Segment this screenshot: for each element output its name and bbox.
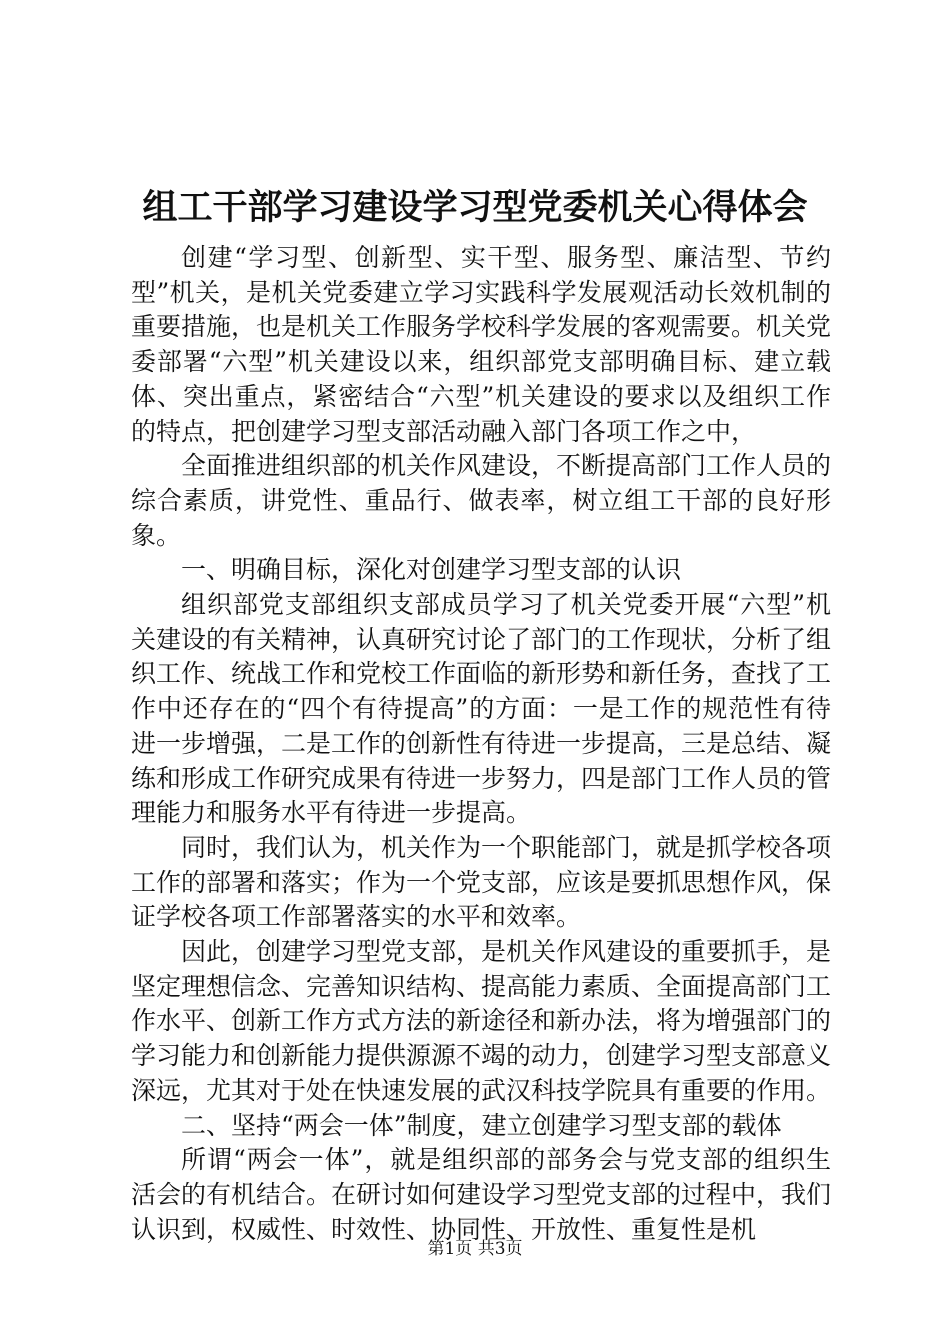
section-heading-1: 一、明确目标，深化对创建学习型支部的认识 <box>181 555 682 585</box>
paragraph-section-2: 所谓“两会一体”，就是组织部的部务会与党支部的组织生活会的有机结合。在研讨如何建设学习型党支部的过程中，我们认识到，权威性、时效性、协同性、开放性、重复性是机 <box>131 1145 832 1244</box>
paragraph-continuation: 全面推进组织部的机关作风建设，不断提高部门工作人员的综合素质，讲党性、重品行、做表率，树立组工干部的良好形象。 <box>131 451 832 550</box>
page-number-footer: 第1页 共3页 <box>427 1239 523 1259</box>
document-body <box>131 241 831 1247</box>
section-heading-2: 二、坚持“两会一体”制度，建立创建学习型支部的载体 <box>181 1110 782 1140</box>
paragraph-intro: 创建“学习型、创新型、实干型、服务型、廉洁型、节约型”机关，是机关党委建立学习实践科学发展观活动长效机制的重要措施，也是机关工作服务学校科学发展的客观需要。机关党委部署“六型”机关建设以来，组织部党支部明确目标、建立载体、突出重点，紧密结合“六型”机关建设的要求以及组织工作的特点，把创建学习型支部活动融入部门各项工作之中， <box>131 243 832 446</box>
paragraph-section-1: 组织部党支部组织支部成员学习了机关党委开展“六型”机关建设的有关精神，认真研究讨论了部门的工作现状，分析了组织工作、统战工作和党校工作面临的新形势和新任务，查找了工作中还存在的“四个有待提高”的方面：一是工作的规范性有待进一步增强，二是工作的创新性有待进一步提高，三是总结、凝练和形成工作研究成果有待进一步努力，四是部门工作人员的管理能力和服务水平有待进一步提高。 <box>131 590 832 828</box>
paragraph-therefore: 因此，创建学习型党支部，是机关作风建设的重要抓手，是坚定理想信念、完善知识结构、提高能力素质、全面提高部门工作水平、创新工作方式方法的新途径和新办法，将为增强部门的学习能力和创新能力提供源源不竭的动力，创建学习型支部意义深远，尤其对于处在快速发展的武汉科技学院具有重要的作用。 <box>131 937 832 1105</box>
paragraph-meanwhile: 同时，我们认为，机关作为一个职能部门，就是抓学校各项工作的部署和落实；作为一个党支部，应该是要抓思想作风，保证学校各项工作部署落实的水平和效率。 <box>131 832 832 932</box>
document-title: 组工干部学习建设学习型党委机关心得体会 <box>142 187 808 228</box>
